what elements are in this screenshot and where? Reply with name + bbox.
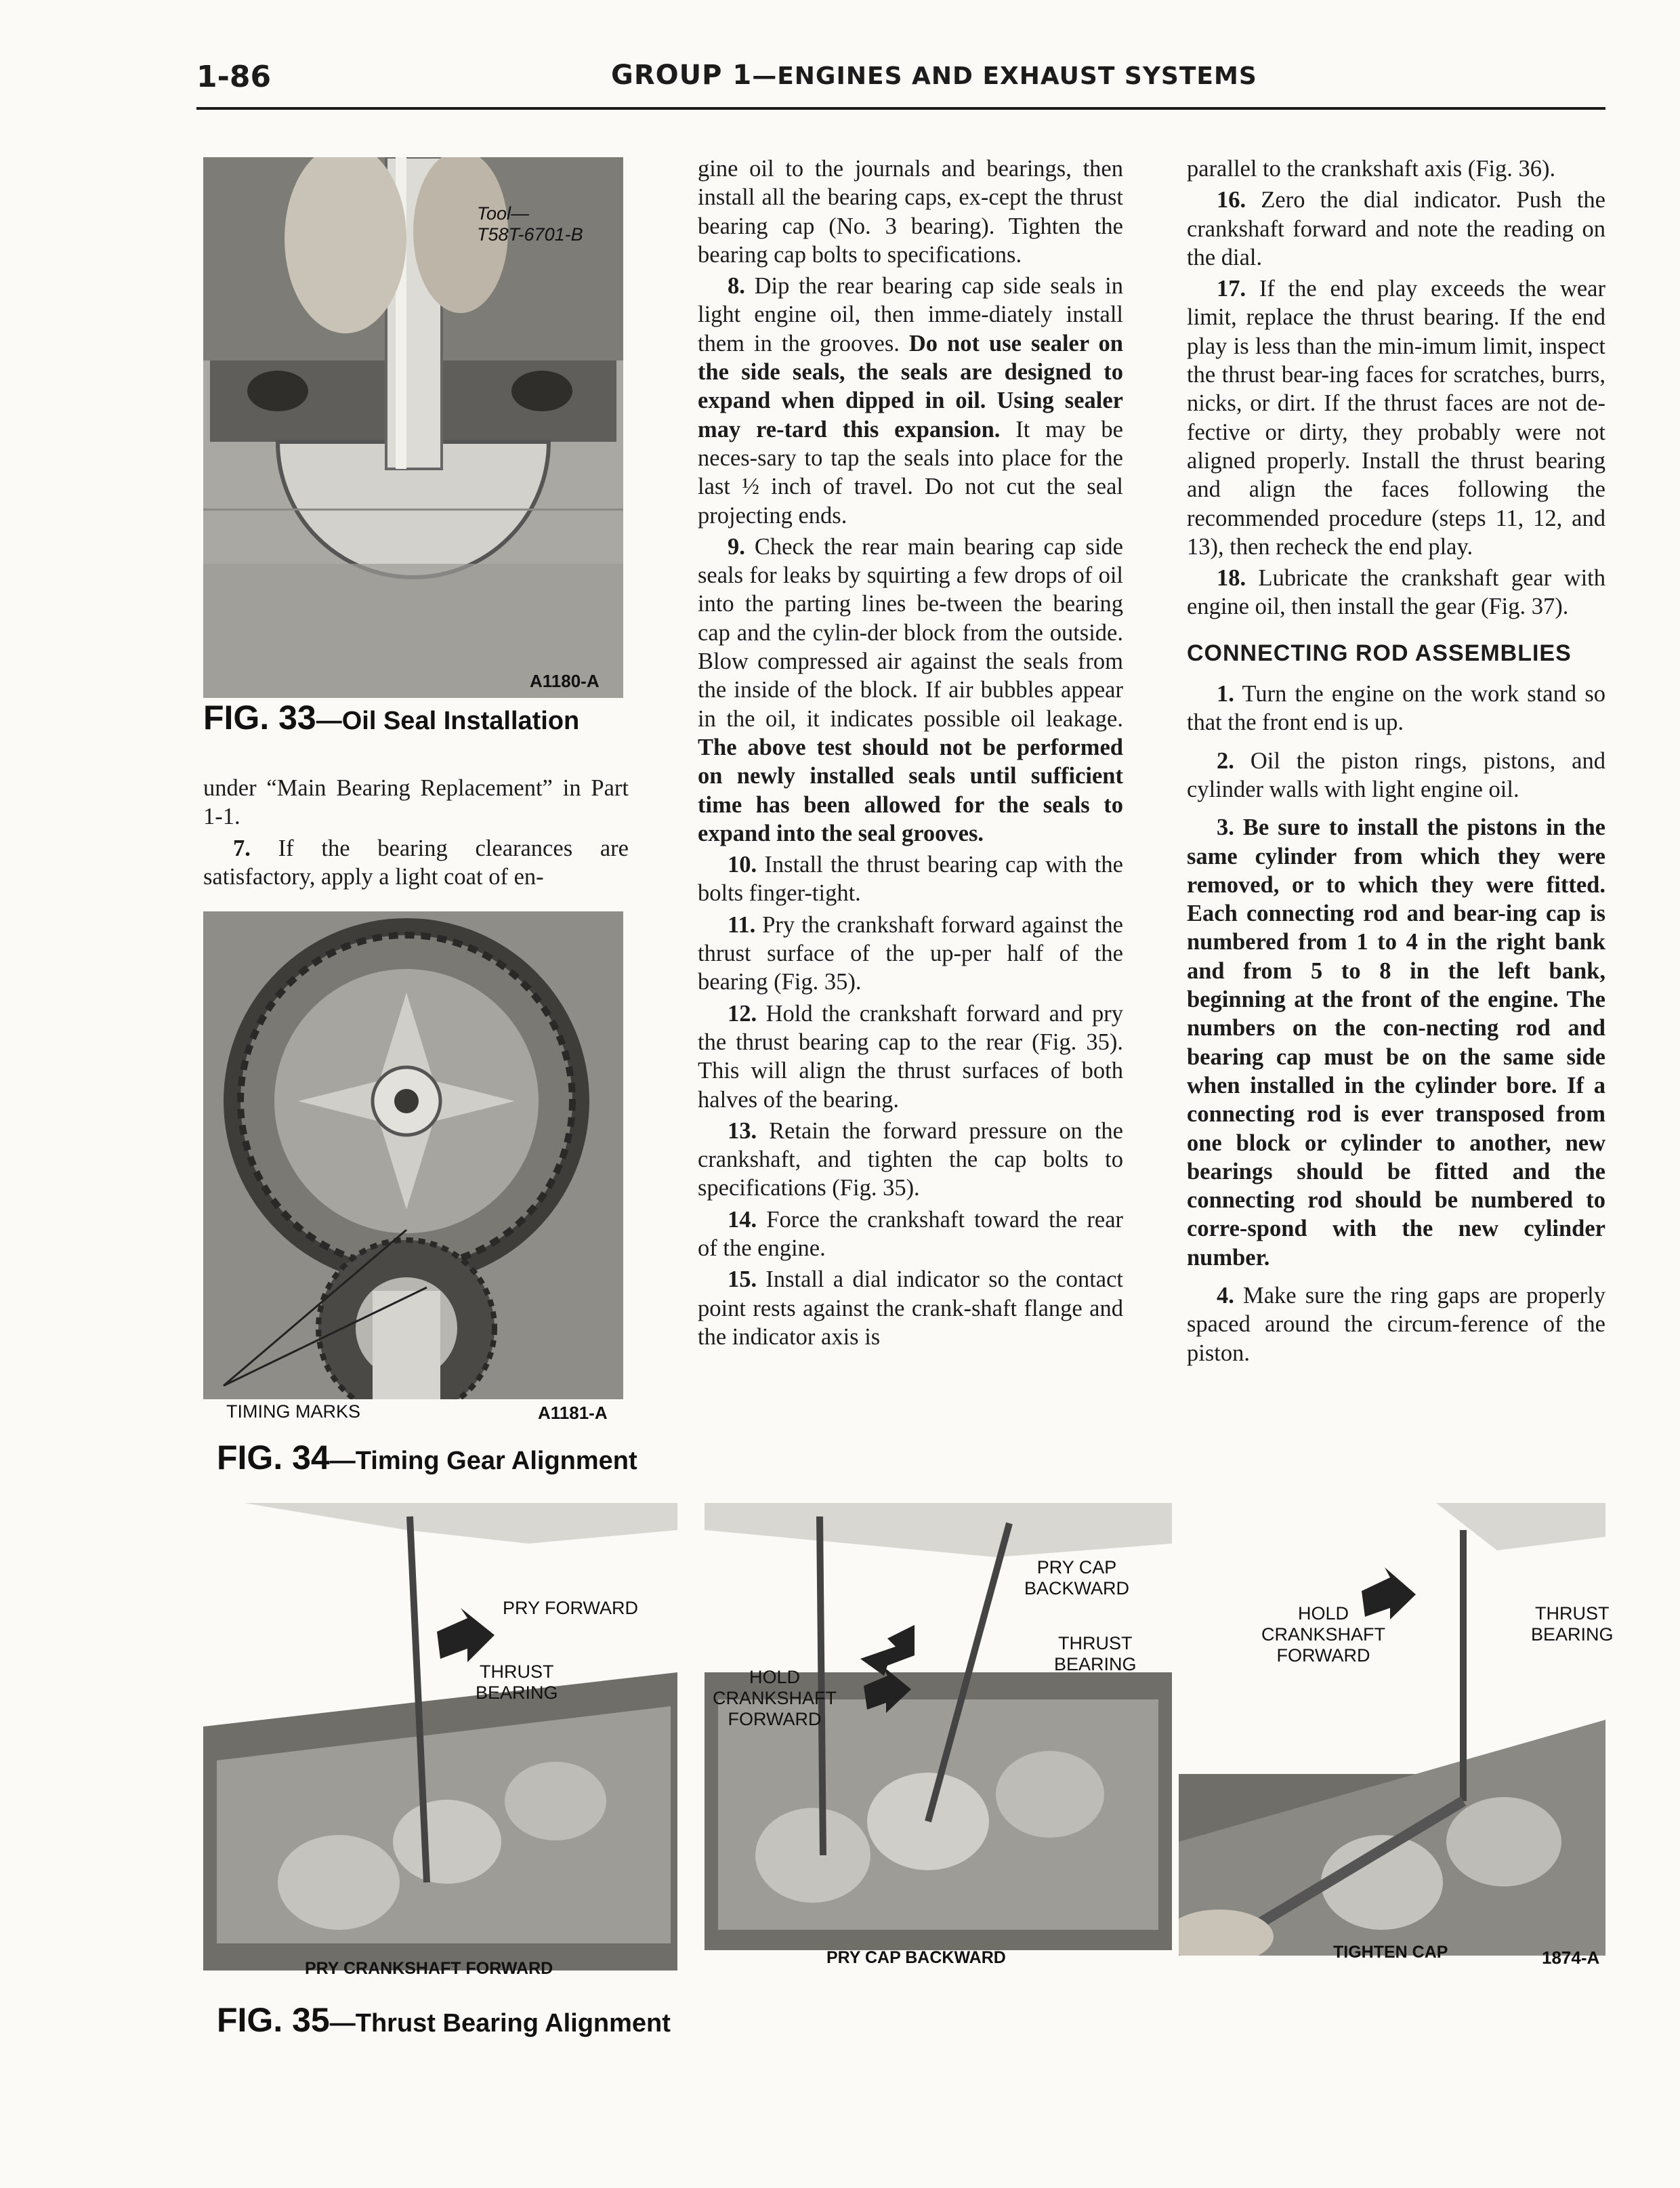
header-rule (196, 107, 1605, 110)
fig34-caption (217, 1438, 637, 1477)
step-15-number: 15. (728, 1266, 757, 1293)
rod-step-1-text: Turn the engine on the work stand so that the front end is up. (1187, 681, 1605, 736)
page-header (196, 60, 1605, 103)
panel3-thrust-bearing-label: THRUST BEARING (1531, 1603, 1614, 1645)
rod-step-2-number: 2. (1217, 747, 1234, 774)
step-8-caution: Do not use sealer on the side seals, the seals are designed to expand when dipped in oil. Using sealer may re-tard this expansion. (698, 330, 1123, 442)
step-9-text: Check the rear main bearing cap side seals for leaks by squirting a few drops of oil into the parting lines be-tween the bearing cap and the cylin-der block from the outside. Blow compressed air against the seals from the inside of the block. If air bubbles appear in the oil, it indicates possible oil leakage. (698, 533, 1123, 732)
step-16-number: 16. (1217, 187, 1246, 213)
group-prefix: GROUP 1 (611, 60, 753, 91)
step-11 (698, 911, 1123, 997)
step-13 (698, 1117, 1123, 1203)
fig33-code: A1180-A (530, 671, 600, 691)
step-9-number: 9. (728, 533, 745, 560)
fig35-panel-3-illustration (1179, 1503, 1605, 1956)
tool-label: Tool— T58T-6701-B (477, 203, 583, 245)
panel1-bottom-label: PRY CRANKSHAFT FORWARD (305, 1959, 553, 1978)
step-14 (698, 1205, 1123, 1263)
fig34-illustration (203, 911, 623, 1399)
column-1 (203, 774, 629, 891)
pry-forward-label: PRY FORWARD (503, 1598, 639, 1618)
fig35-panel-3 (1179, 1503, 1605, 1956)
rod-step-4-number: 4. (1217, 1282, 1234, 1308)
fig34-photo (203, 911, 623, 1399)
step-8 (698, 272, 1123, 530)
fig35-title: —Thrust Bearing Alignment (329, 2009, 671, 2038)
rod-step-2-text: Oil the piston rings, pistons, and cylinder walls with light engine oil. (1187, 747, 1605, 802)
rod-step-2 (1187, 747, 1605, 804)
panel2-bottom-label: PRY CAP BACKWARD (826, 1948, 1006, 1967)
panel2-thrust-bearing-label: THRUST BEARING (1054, 1633, 1137, 1674)
step-18-text: Lubricate the crankshaft gear with engine oil, then install the gear (Fig. 37). (1187, 565, 1605, 620)
step-17 (1187, 274, 1605, 561)
fig33-caption (203, 698, 579, 737)
step-10 (698, 850, 1123, 908)
rod-step-3-number: 3. (1217, 814, 1234, 841)
fig33-title: —Oil Seal Installation (316, 707, 580, 735)
step-9 (698, 533, 1123, 848)
step-9-caution: The above test should not be performed on newly installed seals until sufficient time has been allowed for the seals to expand into the seal grooves. (698, 734, 1123, 846)
step-12-text: Hold the crankshaft forward and pry the thrust bearing cap to the rear (Fig. 35). This will align the thrust surfaces of both halves of the bearing. (698, 1000, 1123, 1113)
running-head (611, 60, 1257, 91)
page-number: 1-86 (196, 60, 272, 94)
step-10-text: Install the thrust bearing cap with the bolts finger-tight. (698, 852, 1123, 907)
step-11-text: Pry the crankshaft forward against the thrust surface of the up-per half of the bearing (Fig. 35). (698, 911, 1123, 995)
step-18 (1187, 564, 1605, 621)
panel2-hold-label: HOLD CRANKSHAFT FORWARD (713, 1667, 837, 1729)
timing-marks-label: TIMING MARKS (226, 1401, 361, 1422)
step-15-text: Install a dial indicator so the contact point rests against the crank-shaft flange and the indicator axis is (698, 1266, 1123, 1350)
column-3 (1187, 154, 1605, 1367)
step-12-number: 12. (728, 1000, 757, 1027)
fig34-number: FIG. 34 (217, 1439, 330, 1477)
rod-step-1 (1187, 680, 1605, 737)
fig35-panel-1 (203, 1503, 677, 1970)
rod-step-1-number: 1. (1217, 681, 1234, 707)
fig35-code: 1874-A (1542, 1947, 1600, 1968)
fig34-title: —Timing Gear Alignment (329, 1447, 637, 1475)
step-17-number: 17. (1217, 276, 1246, 302)
step-18-number: 18. (1217, 565, 1246, 592)
step-16 (1187, 186, 1605, 272)
step-7 (203, 834, 629, 892)
step-10-number: 10. (728, 852, 757, 878)
step-14-text: Force the crankshaft toward the rear of the engine. (698, 1206, 1123, 1261)
section-heading: CONNECTING ROD ASSEMBLIES (1187, 640, 1572, 666)
col2-continuation: gine oil to the journals and bearings, then install all the bearing caps, ex-cept the thrust bearing cap (No. 3 bearing). Tighten the bearing cap bolts to specifications. (698, 156, 1123, 268)
col1-continuation: under “Main Bearing Replacement” in Part 1-1. (203, 775, 629, 830)
fig34-code: A1181-A (538, 1403, 608, 1423)
step-17-text: If the end play exceeds the wear limit, replace the thrust bearing. If the end play is less than the min-imum limit, inspect the thrust bear-ing faces for scratches, burrs, nicks, or dirt. If the thrust faces are not de-fective or dirty, they probably were not aligned properly. Install the thrust bearing and align the faces following the recommended procedure (steps 11, 12, and 13), then recheck the end play. (1187, 276, 1605, 560)
group-title: —ENGINES AND EXHAUST SYSTEMS (752, 62, 1257, 90)
step-13-text: Retain the forward pressure on the crankshaft, and tighten the cap bolts to specifications (Fig. 35). (698, 1117, 1123, 1201)
panel3-hold-label: HOLD CRANKSHAFT FORWARD (1261, 1603, 1386, 1666)
step-14-number: 14. (728, 1206, 757, 1233)
pry-cap-backward-label: PRY CAP BACKWARD (1024, 1557, 1130, 1598)
step-15 (698, 1265, 1123, 1351)
step-8-text: Dip the rear bearing cap side seals in light engine oil, then imme-diately install them in the grooves. (698, 273, 1123, 356)
step-13-number: 13. (728, 1117, 757, 1144)
step-7-number: 7. (233, 835, 251, 861)
fig35-panel-1-illustration (203, 1503, 677, 1970)
step-8-tail: It may be neces-sary to tap the seals into place for the last ½ inch of travel. Do not cut the seal projecting ends. (698, 416, 1123, 529)
fig35-caption (217, 2000, 671, 2040)
panel1-thrust-bearing-label: THRUST BEARING (476, 1661, 558, 1703)
step-12 (698, 999, 1123, 1114)
fig33-number: FIG. 33 (203, 699, 316, 737)
step-11-number: 11. (728, 911, 756, 938)
fig35-number: FIG. 35 (217, 2001, 330, 2039)
step-8-number: 8. (728, 273, 745, 300)
rod-step-3-caution: Be sure to install the pistons in the same cylinder from which they were removed, or to which they were fitted. Each connecting rod and bear-ing cap is numbered from 1 to 4 in the right bank and from 5 to 8 in the left bank, beginning at the front of the engine. The numbers on the con-necting rod and bearing cap must be on the same side when installed in the cylinder bore. If a connecting rod is ever transposed from one block or cylinder to another, new bearings should be fitted and the connecting rod should be numbered to corre-spond with the new cylinder number. (1187, 814, 1605, 1271)
rod-step-4-text: Make sure the ring gaps are properly spaced around the circum-ference of the piston. (1187, 1282, 1605, 1366)
col3-continuation: parallel to the crankshaft axis (Fig. 36). (1187, 156, 1556, 182)
step-7-text: If the bearing clearances are satisfactory, apply a light coat of en- (203, 835, 629, 890)
column-2 (698, 154, 1123, 1351)
panel3-bottom-label: TIGHTEN CAP (1333, 1943, 1448, 1962)
step-16-text: Zero the dial indicator. Push the crankshaft forward and note the reading on the dial. (1187, 187, 1605, 270)
rod-step-4 (1187, 1281, 1605, 1367)
rod-step-3 (1187, 813, 1605, 1272)
